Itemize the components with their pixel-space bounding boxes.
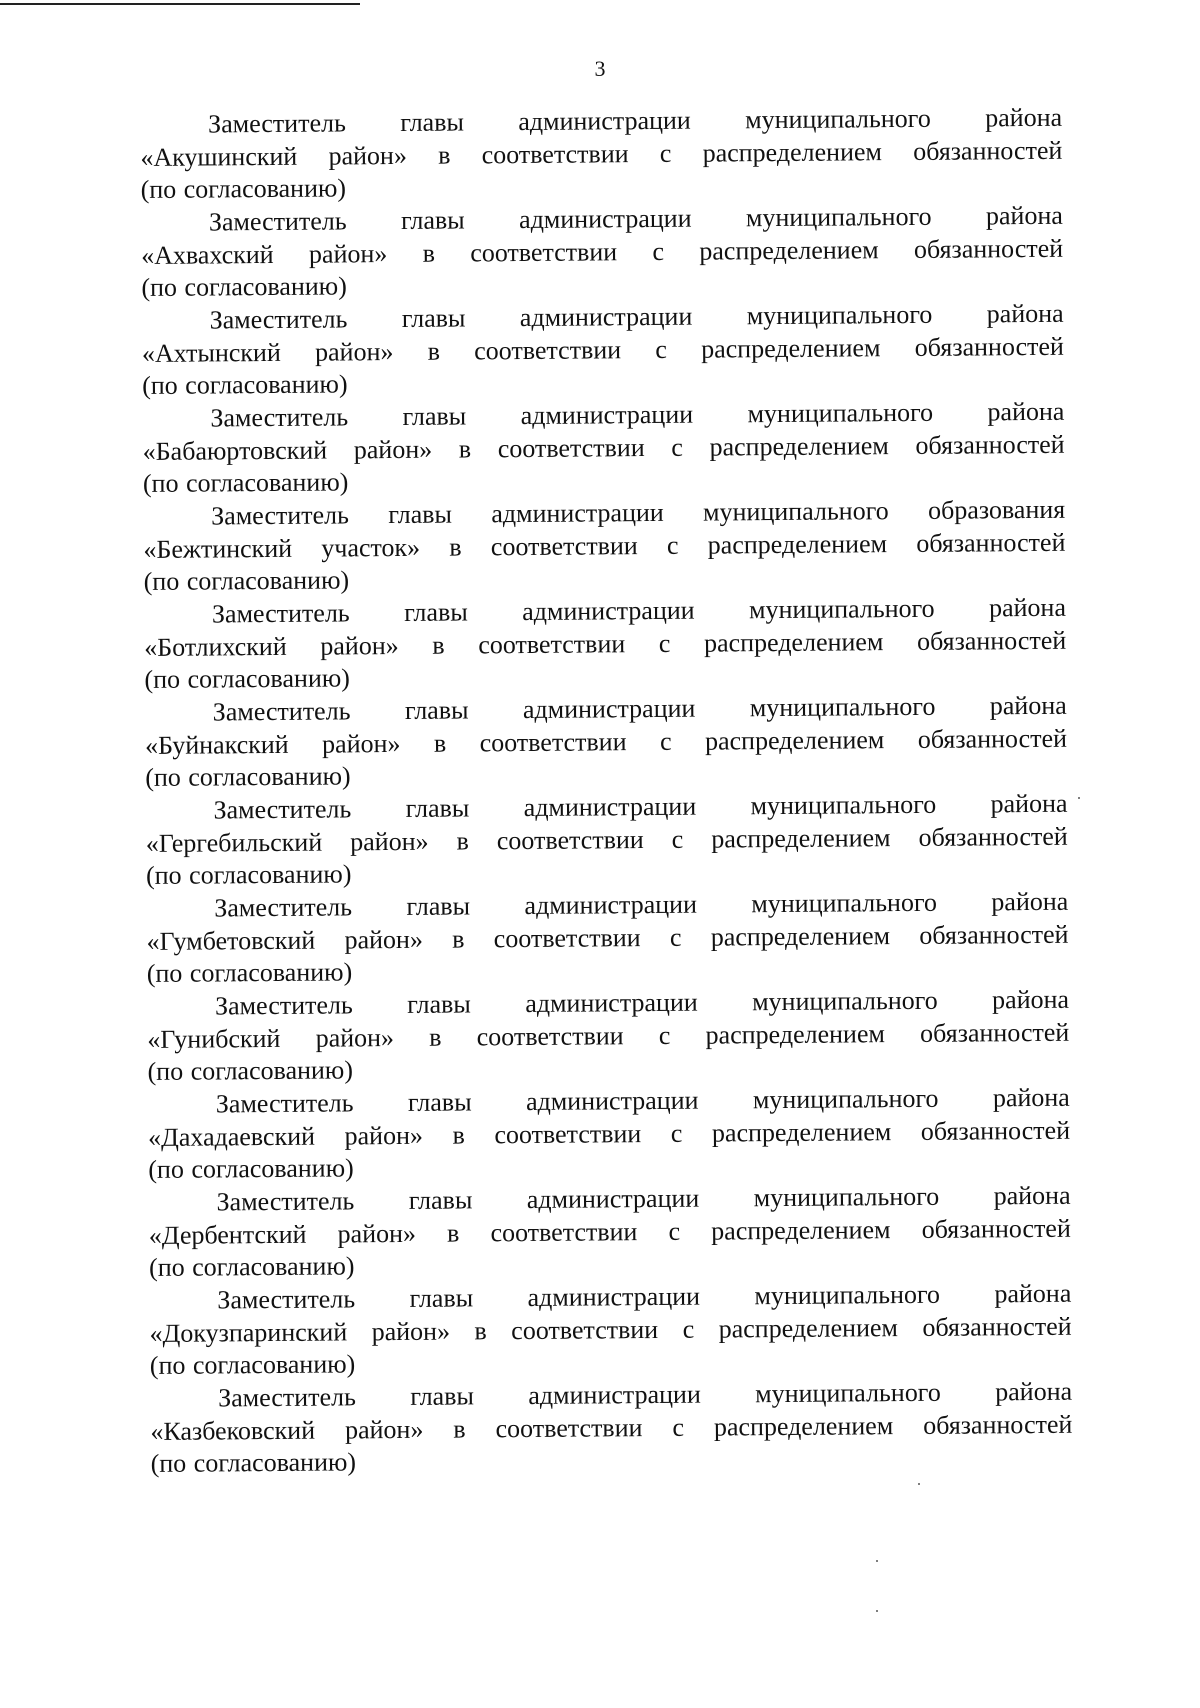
scan-speck (918, 1483, 920, 1485)
entry-district-line: «Буйнакский район» в соответствии с распределением обязанностей (144, 723, 1068, 760)
list-item (148, 1082, 1071, 1187)
list-item (142, 396, 1065, 501)
entry-district-line: «Гергебильский район» в соответствии с распределением обязанностей (145, 821, 1068, 858)
entries-list (140, 102, 1073, 1481)
entry-title-line: Заместитель главы администрации муниципального района (217, 1278, 1072, 1315)
page-number: 3 (594, 56, 606, 81)
entry-title-line: Заместитель главы администрации муниципального района (210, 396, 1065, 433)
entry-district-line: «Бежтинский участок» в соответствии с распределением обязанностей (143, 527, 1066, 564)
list-item (141, 200, 1064, 305)
entry-title-line: Заместитель главы администрации муниципального района (213, 788, 1068, 825)
list-item (144, 592, 1067, 697)
list-item (146, 886, 1069, 991)
entry-district-line: «Гумбетовский район» в соответствии с распределением обязанностей (146, 919, 1069, 956)
entry-district-line: «Докузпаринский район» в соответствии с распределением обязанностей (149, 1311, 1072, 1348)
entry-title-line: Заместитель главы администрации муниципального района (208, 200, 1063, 237)
entry-title-line: Заместитель главы администрации муниципального района (211, 592, 1067, 629)
entry-note-line: (по согласованию) (150, 1447, 357, 1479)
entry-note-line: (по согласованию) (144, 663, 350, 695)
entry-district-line: «Ботлихский район» в соответствии с распределением обязанностей (144, 625, 1067, 662)
entry-district-line: «Бабаюртовский район» в соответствии с распределением обязанностей (142, 429, 1065, 466)
entry-district-line: «Ахтынский район» в соответствии с распределением обязанностей (141, 331, 1065, 368)
entry-note-line: (по согласованию) (148, 1153, 354, 1185)
entry-title-line: Заместитель главы администрации муниципального района (209, 298, 1064, 335)
top-scan-rule (0, 3, 360, 5)
entry-note-line: (по согласованию) (143, 565, 350, 597)
list-item (145, 788, 1068, 893)
list-item (142, 298, 1065, 403)
entry-title-line: Заместитель главы администрации муниципального района (218, 1376, 1073, 1413)
entry-district-line: «Дербентский район» в соответствии с распределением обязанностей (148, 1213, 1071, 1250)
entry-title-line: Заместитель главы администрации муниципального района (214, 984, 1070, 1021)
entry-title-line: Заместитель главы администрации муниципального района (214, 886, 1069, 923)
list-item (150, 1376, 1073, 1481)
entry-note-line: (по согласованию) (147, 1055, 354, 1087)
list-item (145, 690, 1068, 795)
entry-note-line: (по согласованию) (145, 859, 352, 891)
entry-title-line: Заместитель главы администрации муниципального района (216, 1180, 1071, 1217)
entry-district-line: «Дахадаевский район» в соответствии с распределением обязанностей (147, 1115, 1071, 1152)
list-item (143, 494, 1066, 599)
entry-note-line: (по согласованию) (141, 271, 347, 303)
entry-note-line: (по согласованию) (149, 1349, 356, 1381)
entry-note-line: (по согласованию) (142, 369, 348, 401)
entry-note-line: (по согласованию) (145, 761, 351, 793)
entry-note-line: (по согласованию) (146, 957, 353, 989)
entry-district-line: «Ахвахский район» в соответствии с распределением обязанностей (141, 233, 1064, 270)
entry-note-line: (по согласованию) (148, 1251, 355, 1283)
scan-speck (876, 1560, 878, 1562)
list-item (148, 1180, 1071, 1285)
entry-title-line: Заместитель главы администрации муниципального образования (211, 494, 1066, 531)
entry-district-line: «Акушинский район» в соответствии с распределением обязанностей (140, 135, 1063, 172)
list-item (140, 102, 1063, 207)
entry-district-line: «Гунибский район» в соответствии с распределением обязанностей (147, 1017, 1070, 1054)
list-item (147, 984, 1070, 1089)
scan-speck (876, 1610, 878, 1612)
entry-district-line: «Казбековский район» в соответствии с распределением обязанностей (150, 1409, 1073, 1446)
entry-title-line: Заместитель главы администрации муниципального района (208, 102, 1063, 139)
entry-note-line: (по согласованию) (142, 467, 349, 499)
list-item (149, 1278, 1072, 1383)
entry-title-line: Заместитель главы администрации муниципального района (212, 690, 1067, 727)
scan-speck (1078, 797, 1080, 799)
entry-note-line: (по согласованию) (140, 173, 347, 205)
entry-title-line: Заместитель главы администрации муниципального района (215, 1082, 1070, 1119)
